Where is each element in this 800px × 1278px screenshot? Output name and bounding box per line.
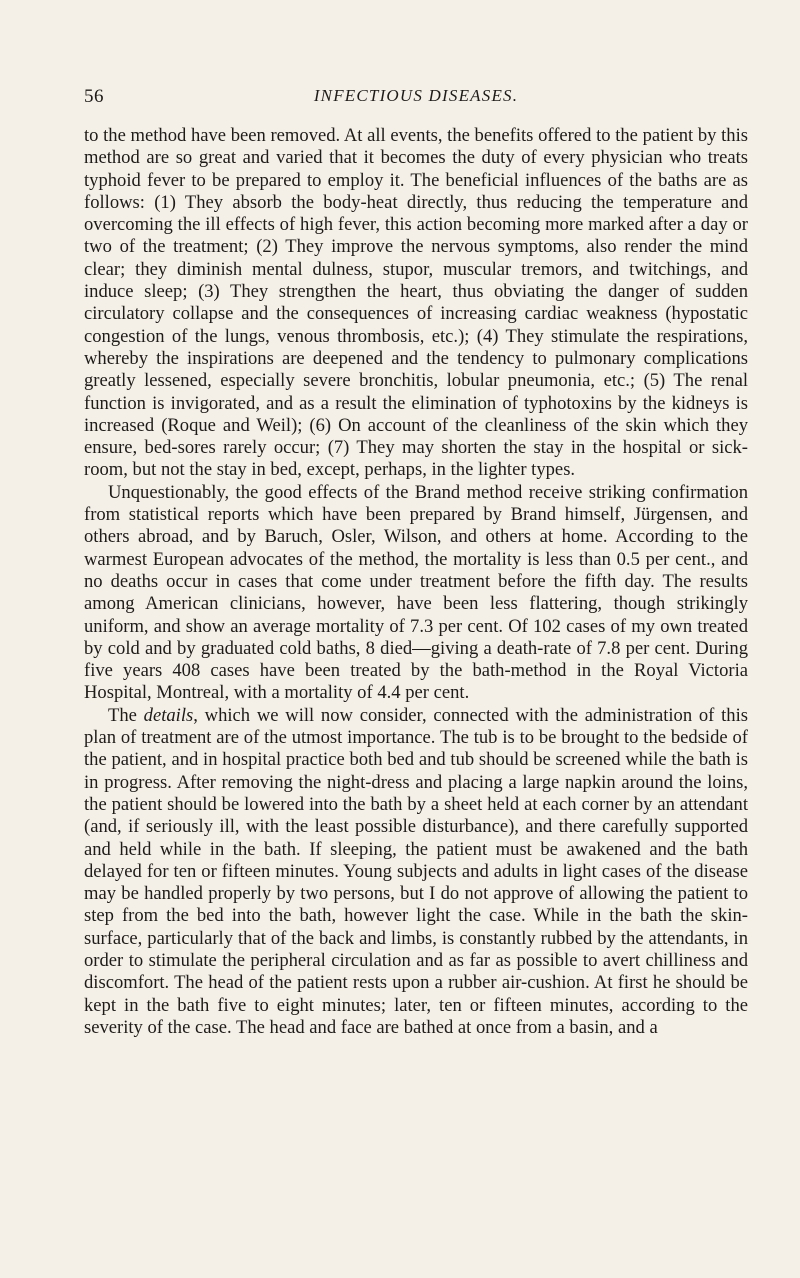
paragraph-details xyxy=(84,705,748,1039)
details-rest: , which we will now consider, connected with the administration of this plan of treatment are of the utmost importance. The tub is to be brought to the bedside of the patient, and in hospital practice both bed and tub should be screened while the bath is in progress. After removing the night-dress and placing a large napkin around the loins, the patient should be lowered into the bath by a sheet held at each corner by an attendant (and, if seriously ill, with the least possible disturbance), and there carefully supported and held while in the bath. If sleeping, the patient must be awakened and the bath delayed for ten or fifteen minutes. Young subjects and adults in light cases of the disease may be handled properly by two persons, but I do not approve of allowing the patient to step from the bed into the bath, however light the case. While in the bath the skin-surface, particularly that of the back and limbs, is constantly rubbed by the attendants, in order to stimulate the peripheral circulation and as far as possible to avert chilliness and discomfort. The head of the patient rests upon a rubber air-cushion. At first he should be kept in the bath five to eight minutes; later, ten or fifteen minutes, according to the severity of the case. The head and face are bathed at once from a basin, and a xyxy=(84,704,748,1038)
page-header xyxy=(84,86,748,110)
details-italic: details xyxy=(143,704,194,726)
page-number: 56 xyxy=(84,86,104,107)
body-text xyxy=(84,125,748,1039)
paragraph-benefits: to the method have been removed. At all events, the benefits offered to the patient by this method are so great and varied that it becomes the duty of every physician who treats typhoid fever to be prepared to employ it. The beneficial influences of the baths are as follows: (1) They absorb the body-heat directly, thus reducing the temperature and overcoming the ill effects of high fever, this action becoming more marked after a day or two of the treatment; (2) They improve the nervous symptoms, also render the mind clear; they diminish mental dulness, stupor, muscular tremors, and twitchings, and induce sleep; (3) They strengthen the heart, thus obviating the danger of sudden circulatory collapse and the consequences of increasing cardiac weakness (hypostatic congestion of the lungs, venous thrombosis, etc.); (4) They stimulate the respirations, whereby the inspirations are deepened and the tendency to pulmonary complications greatly lessened, especially severe bronchitis, lobular pneumonia, etc.; (5) The renal function is invigorated, and as a result the elimination of typhotoxins by the kidneys is increased (Roque and Weil); (6) On account of the cleanliness of the skin which they ensure, bed-sores rarely occur; (7) They may shorten the stay in the hospital or sick-room, but not the stay in bed, except, perhaps, in the lighter types. xyxy=(84,125,748,481)
details-lead: The xyxy=(108,704,144,726)
running-title: INFECTIOUS DISEASES. xyxy=(313,86,519,105)
paragraph-statistics: Unquestionably, the good effects of the Brand method receive striking confirmation from statistical reports which have been prepared by Brand himself, Jürgensen, and others abroad, and by Baruch, Osler, Wilson, and others at home. According to the warmest European advocates of the method, the mortality is less than 0.5 per cent., and no deaths occur in cases that come under treatment before the fifth day. The results among American clinicians, however, have been less flattering, though strikingly uniform, and show an average mortality of 7.3 per cent. Of 102 cases of my own treated by cold and by graduated cold baths, 8 died—giving a death-rate of 7.8 per cent. During five years 408 cases have been treated by the bath-method in the Royal Victoria Hospital, Montreal, with a mortality of 4.4 per cent. xyxy=(84,481,748,704)
